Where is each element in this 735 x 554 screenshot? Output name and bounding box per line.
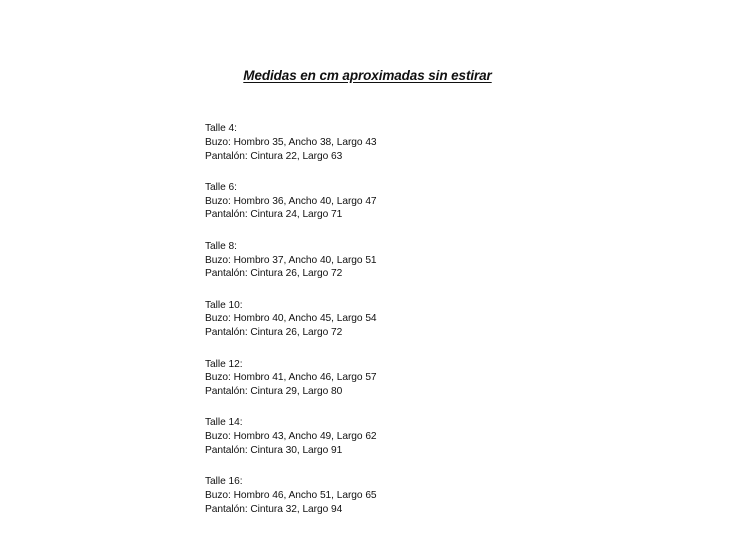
size-label: Talle 6: xyxy=(205,181,237,193)
buzo-measurements: Buzo: Hombro 36, Ancho 40, Largo 47 xyxy=(205,195,377,207)
size-label: Talle 16: xyxy=(205,476,243,488)
document-title: Medidas en cm aproximadas sin estirar xyxy=(243,68,492,83)
pantalon-measurements: Pantalón: Cintura 26, Largo 72 xyxy=(205,327,343,339)
size-block-talle-6 xyxy=(205,181,525,222)
pantalon-measurements: Pantalón: Cintura 32, Largo 94 xyxy=(205,503,343,515)
size-label: Talle 10: xyxy=(205,299,243,311)
pantalon-measurements: Pantalón: Cintura 30, Largo 91 xyxy=(205,445,343,457)
size-label: Talle 14: xyxy=(205,417,243,429)
pantalon-measurements: Pantalón: Cintura 24, Largo 71 xyxy=(205,209,343,221)
size-block-talle-14 xyxy=(205,416,525,457)
buzo-measurements: Buzo: Hombro 41, Ancho 46, Largo 57 xyxy=(205,372,377,384)
size-block-talle-10 xyxy=(205,299,525,340)
buzo-measurements: Buzo: Hombro 43, Ancho 49, Largo 62 xyxy=(205,431,377,443)
pantalon-measurements: Pantalón: Cintura 26, Largo 72 xyxy=(205,268,343,280)
buzo-measurements: Buzo: Hombro 37, Ancho 40, Largo 51 xyxy=(205,254,377,266)
size-block-talle-4 xyxy=(205,122,525,163)
size-label: Talle 4: xyxy=(205,123,237,134)
size-label: Talle 8: xyxy=(205,240,237,252)
size-list xyxy=(205,122,525,534)
pantalon-measurements: Pantalón: Cintura 22, Largo 63 xyxy=(205,150,343,162)
pantalon-measurements: Pantalón: Cintura 29, Largo 80 xyxy=(205,386,343,398)
buzo-measurements: Buzo: Hombro 40, Ancho 45, Largo 54 xyxy=(205,313,377,325)
size-block-talle-16 xyxy=(205,475,525,516)
buzo-measurements: Buzo: Hombro 46, Ancho 51, Largo 65 xyxy=(205,490,377,502)
size-label: Talle 12: xyxy=(205,358,243,370)
buzo-measurements: Buzo: Hombro 35, Ancho 38, Largo 43 xyxy=(205,136,377,148)
size-block-talle-12 xyxy=(205,358,525,399)
size-block-talle-8 xyxy=(205,240,525,281)
